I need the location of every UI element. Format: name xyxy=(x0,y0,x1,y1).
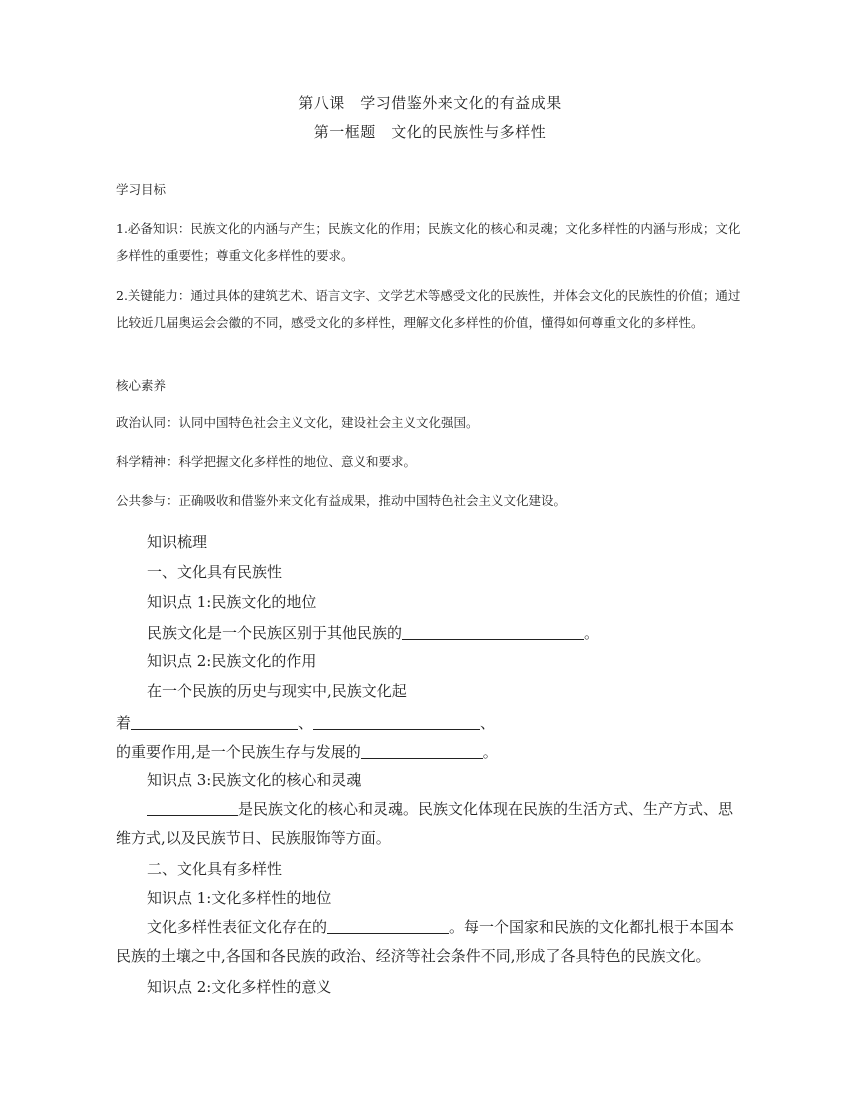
fill-blank-4[interactable] xyxy=(361,742,483,759)
kp5-title: 知识点 2:文化多样性的意义 xyxy=(147,978,332,996)
literacy-scientific: 科学精神：科学把握文化多样性的地位、意义和要求。 xyxy=(116,454,417,469)
literacy-heading: 核心素养 xyxy=(116,378,167,393)
kp1-title: 知识点 1:民族文化的地位 xyxy=(147,593,317,611)
kp2-title: 知识点 2:民族文化的作用 xyxy=(147,652,317,670)
kp3-paragraph xyxy=(116,795,748,853)
kp1-text-b: 。 xyxy=(584,624,600,642)
kp4-title: 知识点 1:文化多样性的地位 xyxy=(147,889,332,907)
objective-item-1: 1.必备知识：民族文化的内涵与产生；民族文化的作用；民族文化的核心和灵魂；文化多样性的内涵与形成；文化多样性的重要性；尊重文化多样性的要求。 xyxy=(116,221,741,263)
kp3-text-b: 维方式,以及民族节日、民族服饰等方面。 xyxy=(116,829,391,847)
kp4-text-a: 文化多样性表征文化存在的 xyxy=(147,918,328,936)
kp3-title: 知识点 3:民族文化的核心和灵魂 xyxy=(147,771,362,789)
kp2-text-b: 着 xyxy=(116,714,132,732)
knowledge-heading: 知识梳理 xyxy=(147,533,208,551)
fill-blank-2[interactable] xyxy=(131,713,298,730)
kp2-text-c: 的重要作用,是一个民族生存与发展的 xyxy=(116,743,361,761)
kp2-text-line xyxy=(116,711,495,733)
kp3-text-a: 是民族文化的核心和灵魂。民族文化体现在民族的生活方式、生产方式、思 xyxy=(238,800,734,818)
lesson-title: 第八课 学习借鉴外来文化的有益成果 xyxy=(298,94,562,112)
kp4-text-b: 。每一个国家和民族的文化都扎根于本国本 xyxy=(449,918,735,936)
objective-item-2: 2.关键能力：通过具体的建筑艺术、语言文字、文学艺术等感受文化的民族性，并体会文化的民族性的价值；通过比较近几届奥运会会徽的不同，感受文化的多样性，理解文化多样性的价值，懂得如何尊重文化的多样性。 xyxy=(116,288,741,330)
kp2-text-d: 。 xyxy=(482,743,498,761)
kp1-text xyxy=(147,621,599,643)
kp2-text-line-2 xyxy=(116,740,498,762)
fill-blank-6[interactable] xyxy=(327,917,449,934)
literacy-participation: 公共参与：正确吸收和借鉴外来文化有益成果，推动中国特色社会主义文化建设。 xyxy=(116,493,567,508)
part-2-heading: 二、文化具有多样性 xyxy=(147,860,283,878)
kp2-text-a: 在一个民族的历史与现实中,民族文化起 xyxy=(147,682,407,700)
objectives-heading: 学习目标 xyxy=(116,182,167,197)
fill-blank-5[interactable] xyxy=(147,799,238,816)
fill-blank-3[interactable] xyxy=(313,713,480,730)
literacy-political: 政治认同：认同中国特色社会主义文化，建设社会主义文化强国。 xyxy=(116,415,479,430)
kp2-sep-1: 、 xyxy=(298,714,314,732)
kp1-text-a: 民族文化是一个民族区别于其他民族的 xyxy=(147,624,403,642)
kp2-sep-2: 、 xyxy=(480,714,496,732)
section-title: 第一框题 文化的民族性与多样性 xyxy=(313,123,547,141)
kp4-paragraph xyxy=(116,913,748,971)
fill-blank-1[interactable] xyxy=(402,623,584,640)
kp4-text-c: 民族的土壤之中,各国和各民族的政治、经济等社会条件不同,形成了各具特色的民族文化。 xyxy=(116,947,711,965)
part-1-heading: 一、文化具有民族性 xyxy=(147,563,283,581)
